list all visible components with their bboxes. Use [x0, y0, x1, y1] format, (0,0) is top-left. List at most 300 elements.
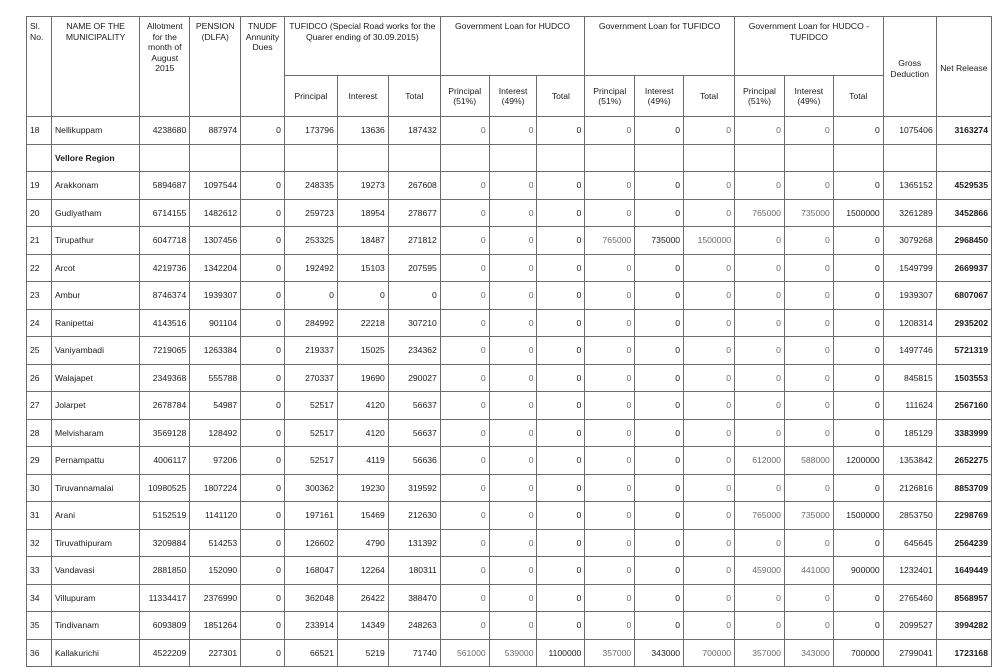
tufidco-total-cell: 0: [388, 282, 440, 310]
loan-principal-cell: 0: [585, 584, 635, 612]
loan-interest-cell: [635, 144, 684, 172]
sl-no-cell: 19: [27, 172, 52, 200]
tufidco-principal-cell: 168047: [284, 557, 337, 585]
tufidco-interest-cell: 14349: [337, 612, 388, 640]
ht-interest-cell: [784, 144, 833, 172]
gross-deduction-cell: 1939307: [883, 282, 936, 310]
municipality-name-cell: Arani: [51, 502, 139, 530]
header-gross-deduction: Gross Deduction: [883, 17, 936, 117]
municipality-name-cell: Villupuram: [51, 584, 139, 612]
hudco-total-cell: 0: [537, 227, 585, 255]
pension-cell: 1939307: [190, 282, 241, 310]
header-loan-interest: Interest (49%): [635, 76, 684, 117]
allotment-cell: 6093809: [140, 612, 190, 640]
hudco-total-cell: 0: [537, 419, 585, 447]
pension-cell: 1807224: [190, 474, 241, 502]
hudco-interest-cell: 0: [489, 419, 537, 447]
sl-no-cell: 35: [27, 612, 52, 640]
loan-principal-cell: 0: [585, 474, 635, 502]
loan-interest-cell: 0: [635, 337, 684, 365]
hudco-principal-cell: 0: [440, 199, 489, 227]
loan-total-cell: 0: [684, 502, 735, 530]
tufidco-total-cell: 207595: [388, 254, 440, 282]
net-release-cell: 2652275: [936, 447, 991, 475]
tufidco-principal-cell: 259723: [284, 199, 337, 227]
table-row: [27, 474, 992, 502]
tufidco-total-cell: 388470: [388, 584, 440, 612]
gross-deduction-cell: 2799041: [883, 639, 936, 667]
municipality-name-cell: Nellikuppam: [51, 117, 139, 145]
header-hudco-interest: Interest (49%): [489, 76, 537, 117]
table-row: [27, 639, 992, 667]
loan-interest-cell: 0: [635, 117, 684, 145]
ht-principal-cell: 0: [735, 529, 785, 557]
hudco-total-cell: 0: [537, 447, 585, 475]
pension-cell: 1263384: [190, 337, 241, 365]
pension-cell: 901104: [190, 309, 241, 337]
tufidco-interest-cell: 0: [337, 282, 388, 310]
hudco-interest-cell: 0: [489, 117, 537, 145]
pension-cell: 1097544: [190, 172, 241, 200]
loan-interest-cell: 0: [635, 557, 684, 585]
gross-deduction-cell: 185129: [883, 419, 936, 447]
table-body: [27, 117, 992, 667]
tufidco-interest-cell: 22218: [337, 309, 388, 337]
gross-deduction-cell: 645645: [883, 529, 936, 557]
hudco-interest-cell: 0: [489, 392, 537, 420]
municipality-name-cell: Jolarpet: [51, 392, 139, 420]
municipality-name-cell: Tindivanam: [51, 612, 139, 640]
hudco-total-cell: 0: [537, 612, 585, 640]
hudco-total-cell: 0: [537, 337, 585, 365]
loan-total-cell: 0: [684, 172, 735, 200]
ht-principal-cell: 0: [735, 419, 785, 447]
gross-deduction-cell: [883, 144, 936, 172]
release-table: [26, 16, 992, 667]
ht-principal-cell: 357000: [735, 639, 785, 667]
loan-interest-cell: 0: [635, 502, 684, 530]
hudco-interest-cell: 0: [489, 529, 537, 557]
tufidco-total-cell: 307210: [388, 309, 440, 337]
loan-principal-cell: 0: [585, 337, 635, 365]
ht-principal-cell: 0: [735, 227, 785, 255]
ht-total-cell: 0: [833, 474, 883, 502]
tufidco-interest-cell: 18487: [337, 227, 388, 255]
ht-principal-cell: 0: [735, 282, 785, 310]
pension-cell: 1141120: [190, 502, 241, 530]
tufidco-interest-cell: 26422: [337, 584, 388, 612]
header-loan-total: Total: [684, 76, 735, 117]
net-release-cell: 5721319: [936, 337, 991, 365]
ht-total-cell: 0: [833, 364, 883, 392]
sl-no-cell: 27: [27, 392, 52, 420]
tufidco-principal-cell: 52517: [284, 447, 337, 475]
municipality-name-cell: Vandavasi: [51, 557, 139, 585]
net-release-cell: 3452866: [936, 199, 991, 227]
pension-cell: 1307456: [190, 227, 241, 255]
ht-interest-cell: 588000: [784, 447, 833, 475]
loan-total-cell: 0: [684, 309, 735, 337]
net-release-cell: 3994282: [936, 612, 991, 640]
loan-principal-cell: 0: [585, 172, 635, 200]
ht-interest-cell: 0: [784, 172, 833, 200]
ht-principal-cell: 612000: [735, 447, 785, 475]
tufidco-interest-cell: 4120: [337, 392, 388, 420]
allotment-cell: 2678784: [140, 392, 190, 420]
municipality-name-cell: Arcot: [51, 254, 139, 282]
municipality-name-cell: Pernampattu: [51, 447, 139, 475]
net-release-cell: 8568957: [936, 584, 991, 612]
pension-cell: 555788: [190, 364, 241, 392]
tufidco-principal-cell: 270337: [284, 364, 337, 392]
ht-total-cell: 0: [833, 337, 883, 365]
sl-no-cell: 18: [27, 117, 52, 145]
ht-total-cell: 700000: [833, 639, 883, 667]
ht-total-cell: 0: [833, 227, 883, 255]
tnudf-cell: 0: [241, 199, 285, 227]
header-net-release: Net Release: [936, 17, 991, 117]
hudco-interest-cell: 0: [489, 309, 537, 337]
loan-interest-cell: 0: [635, 612, 684, 640]
loan-principal-cell: 0: [585, 199, 635, 227]
hudco-interest-cell: 0: [489, 172, 537, 200]
ht-interest-cell: 0: [784, 474, 833, 502]
gross-deduction-cell: 1497746: [883, 337, 936, 365]
municipality-name-cell: Ambur: [51, 282, 139, 310]
loan-total-cell: 0: [684, 117, 735, 145]
tufidco-total-cell: 234362: [388, 337, 440, 365]
net-release-cell: 2669937: [936, 254, 991, 282]
tufidco-total-cell: 180311: [388, 557, 440, 585]
loan-interest-cell: 0: [635, 282, 684, 310]
hudco-interest-cell: 0: [489, 502, 537, 530]
hudco-interest-cell: 0: [489, 199, 537, 227]
ht-interest-cell: 0: [784, 364, 833, 392]
header-tnudf: TNUDF Annunity Dues: [241, 17, 285, 117]
loan-interest-cell: 0: [635, 584, 684, 612]
ht-principal-cell: 0: [735, 392, 785, 420]
net-release-cell: 4529535: [936, 172, 991, 200]
header-hudco-tufidco-group: Government Loan for HUDCO - TUFIDCO: [735, 17, 884, 76]
hudco-interest-cell: 0: [489, 337, 537, 365]
net-release-cell: 3163274: [936, 117, 991, 145]
tufidco-interest-cell: [337, 144, 388, 172]
net-release-cell: 1723168: [936, 639, 991, 667]
hudco-principal-cell: 0: [440, 364, 489, 392]
ht-principal-cell: 0: [735, 117, 785, 145]
allotment-cell: [140, 144, 190, 172]
table-row: [27, 172, 992, 200]
hudco-principal-cell: 0: [440, 474, 489, 502]
tufidco-principal-cell: 233914: [284, 612, 337, 640]
sl-no-cell: 23: [27, 282, 52, 310]
tnudf-cell: 0: [241, 419, 285, 447]
gross-deduction-cell: 2853750: [883, 502, 936, 530]
region-name-cell: Vellore Region: [51, 144, 139, 172]
tufidco-total-cell: 319592: [388, 474, 440, 502]
hudco-principal-cell: 0: [440, 227, 489, 255]
header-tufidco-group: TUFIDCO (Special Road works for the Quarer ending of 30.09.2015): [284, 17, 440, 76]
loan-principal-cell: 0: [585, 419, 635, 447]
loan-total-cell: 0: [684, 474, 735, 502]
tnudf-cell: 0: [241, 282, 285, 310]
hudco-principal-cell: 0: [440, 502, 489, 530]
allotment-cell: 10980525: [140, 474, 190, 502]
loan-total-cell: 0: [684, 364, 735, 392]
loan-interest-cell: 0: [635, 254, 684, 282]
tufidco-total-cell: 267608: [388, 172, 440, 200]
ht-interest-cell: 735000: [784, 199, 833, 227]
municipality-name-cell: Ranipettai: [51, 309, 139, 337]
allotment-cell: 4006117: [140, 447, 190, 475]
hudco-principal-cell: 0: [440, 392, 489, 420]
gross-deduction-cell: 3261289: [883, 199, 936, 227]
header-tufidco-loan-group: Government Loan for TUFIDCO: [585, 17, 735, 76]
gross-deduction-cell: 1365152: [883, 172, 936, 200]
loan-principal-cell: 0: [585, 502, 635, 530]
tnudf-cell: 0: [241, 447, 285, 475]
header-tufidco-total: Total: [388, 76, 440, 117]
loan-interest-cell: 0: [635, 199, 684, 227]
tufidco-interest-cell: 4120: [337, 419, 388, 447]
tufidco-principal-cell: 52517: [284, 392, 337, 420]
gross-deduction-cell: 1075406: [883, 117, 936, 145]
gross-deduction-cell: 1232401: [883, 557, 936, 585]
hudco-total-cell: [537, 144, 585, 172]
header-allotment: Allotment for the month of August 2015: [140, 17, 190, 117]
tufidco-principal-cell: 66521: [284, 639, 337, 667]
header-hudco-principal: Principal (51%): [440, 76, 489, 117]
sl-no-cell: 21: [27, 227, 52, 255]
loan-total-cell: 0: [684, 392, 735, 420]
tufidco-total-cell: 131392: [388, 529, 440, 557]
ht-principal-cell: 765000: [735, 502, 785, 530]
loan-principal-cell: 0: [585, 612, 635, 640]
tnudf-cell: 0: [241, 612, 285, 640]
municipality-name-cell: Walajapet: [51, 364, 139, 392]
ht-principal-cell: 459000: [735, 557, 785, 585]
municipality-name-cell: Melvisharam: [51, 419, 139, 447]
ht-total-cell: 0: [833, 392, 883, 420]
allotment-cell: 8746374: [140, 282, 190, 310]
pension-cell: 97206: [190, 447, 241, 475]
ht-interest-cell: 0: [784, 612, 833, 640]
ht-principal-cell: 0: [735, 364, 785, 392]
allotment-cell: 3209884: [140, 529, 190, 557]
loan-interest-cell: 0: [635, 447, 684, 475]
gross-deduction-cell: 1549799: [883, 254, 936, 282]
loan-principal-cell: 0: [585, 309, 635, 337]
tufidco-total-cell: 56636: [388, 447, 440, 475]
hudco-interest-cell: 0: [489, 612, 537, 640]
table-row: [27, 557, 992, 585]
hudco-interest-cell: 0: [489, 474, 537, 502]
gross-deduction-cell: 2126816: [883, 474, 936, 502]
table-row: [27, 254, 992, 282]
gross-deduction-cell: 3079268: [883, 227, 936, 255]
loan-principal-cell: 0: [585, 529, 635, 557]
sl-no-cell: [27, 144, 52, 172]
sl-no-cell: 31: [27, 502, 52, 530]
allotment-cell: 3569128: [140, 419, 190, 447]
loan-principal-cell: 357000: [585, 639, 635, 667]
municipality-name-cell: Gudiyatham: [51, 199, 139, 227]
ht-total-cell: 1500000: [833, 502, 883, 530]
loan-total-cell: 0: [684, 529, 735, 557]
municipality-name-cell: Tiruvathipuram: [51, 529, 139, 557]
ht-total-cell: 0: [833, 584, 883, 612]
sl-no-cell: 33: [27, 557, 52, 585]
net-release-cell: 8853709: [936, 474, 991, 502]
tufidco-total-cell: 290027: [388, 364, 440, 392]
loan-principal-cell: 0: [585, 392, 635, 420]
tnudf-cell: 0: [241, 309, 285, 337]
hudco-interest-cell: [489, 144, 537, 172]
loan-principal-cell: 0: [585, 117, 635, 145]
hudco-total-cell: 0: [537, 557, 585, 585]
header-loan-principal: Principal (51%): [585, 76, 635, 117]
tufidco-principal-cell: 173796: [284, 117, 337, 145]
loan-total-cell: 0: [684, 282, 735, 310]
loan-total-cell: 1500000: [684, 227, 735, 255]
sl-no-cell: 20: [27, 199, 52, 227]
hudco-total-cell: 0: [537, 364, 585, 392]
header-tufidco-interest: Interest: [337, 76, 388, 117]
hudco-total-cell: 0: [537, 474, 585, 502]
sl-no-cell: 36: [27, 639, 52, 667]
pension-cell: 1482612: [190, 199, 241, 227]
net-release-cell: 3383999: [936, 419, 991, 447]
gross-deduction-cell: 2765460: [883, 584, 936, 612]
sl-no-cell: 34: [27, 584, 52, 612]
ht-interest-cell: 0: [784, 584, 833, 612]
loan-interest-cell: 0: [635, 474, 684, 502]
hudco-principal-cell: 0: [440, 254, 489, 282]
tufidco-interest-cell: 15025: [337, 337, 388, 365]
pension-cell: 1342204: [190, 254, 241, 282]
loan-principal-cell: 0: [585, 282, 635, 310]
table-row: [27, 612, 992, 640]
loan-total-cell: 0: [684, 557, 735, 585]
municipality-name-cell: Arakkonam: [51, 172, 139, 200]
allotment-cell: 5894687: [140, 172, 190, 200]
pension-cell: 514253: [190, 529, 241, 557]
loan-interest-cell: 735000: [635, 227, 684, 255]
table-row: [27, 529, 992, 557]
tufidco-total-cell: [388, 144, 440, 172]
ht-interest-cell: 0: [784, 419, 833, 447]
loan-total-cell: 0: [684, 584, 735, 612]
hudco-interest-cell: 539000: [489, 639, 537, 667]
allotment-cell: 4238680: [140, 117, 190, 145]
ht-total-cell: 0: [833, 309, 883, 337]
allotment-cell: 4522209: [140, 639, 190, 667]
municipality-name-cell: Tiruvannamalai: [51, 474, 139, 502]
tnudf-cell: 0: [241, 364, 285, 392]
header-ht-interest: Interest (49%): [784, 76, 833, 117]
gross-deduction-cell: 111624: [883, 392, 936, 420]
ht-total-cell: 0: [833, 529, 883, 557]
tnudf-cell: 0: [241, 392, 285, 420]
tnudf-cell: 0: [241, 584, 285, 612]
allotment-cell: 6714155: [140, 199, 190, 227]
allotment-cell: 5152519: [140, 502, 190, 530]
header-ht-principal: Principal (51%): [735, 76, 785, 117]
tufidco-principal-cell: 52517: [284, 419, 337, 447]
hudco-interest-cell: 0: [489, 282, 537, 310]
tufidco-interest-cell: 12264: [337, 557, 388, 585]
hudco-total-cell: 0: [537, 392, 585, 420]
hudco-principal-cell: 0: [440, 557, 489, 585]
tufidco-total-cell: 248263: [388, 612, 440, 640]
gross-deduction-cell: 845815: [883, 364, 936, 392]
header-ht-total: Total: [833, 76, 883, 117]
loan-principal-cell: [585, 144, 635, 172]
municipality-name-cell: Tirupathur: [51, 227, 139, 255]
net-release-cell: 1503553: [936, 364, 991, 392]
ht-principal-cell: 0: [735, 612, 785, 640]
sl-no-cell: 29: [27, 447, 52, 475]
hudco-total-cell: 0: [537, 282, 585, 310]
table-header: [27, 17, 992, 117]
allotment-cell: 11334417: [140, 584, 190, 612]
hudco-principal-cell: 0: [440, 447, 489, 475]
hudco-principal-cell: 0: [440, 282, 489, 310]
net-release-cell: 2968450: [936, 227, 991, 255]
tufidco-total-cell: 271812: [388, 227, 440, 255]
table-row: [27, 502, 992, 530]
ht-total-cell: 0: [833, 117, 883, 145]
tnudf-cell: 0: [241, 639, 285, 667]
header-sl-no: Sl. No.: [27, 17, 52, 117]
tufidco-interest-cell: 19690: [337, 364, 388, 392]
tufidco-total-cell: 56637: [388, 419, 440, 447]
hudco-total-cell: 0: [537, 529, 585, 557]
tufidco-principal-cell: 253325: [284, 227, 337, 255]
hudco-principal-cell: 0: [440, 529, 489, 557]
table-row: [27, 419, 992, 447]
tufidco-principal-cell: 197161: [284, 502, 337, 530]
loan-total-cell: 700000: [684, 639, 735, 667]
net-release-cell: 2298769: [936, 502, 991, 530]
loan-principal-cell: 0: [585, 557, 635, 585]
loan-interest-cell: 343000: [635, 639, 684, 667]
tufidco-interest-cell: 15103: [337, 254, 388, 282]
ht-interest-cell: 735000: [784, 502, 833, 530]
header-hudco-group: Government Loan for HUDCO: [440, 17, 585, 76]
tnudf-cell: 0: [241, 254, 285, 282]
tnudf-cell: 0: [241, 172, 285, 200]
pension-cell: 1851264: [190, 612, 241, 640]
ht-interest-cell: 0: [784, 337, 833, 365]
tnudf-cell: 0: [241, 502, 285, 530]
loan-total-cell: [684, 144, 735, 172]
ht-interest-cell: 441000: [784, 557, 833, 585]
table-row: [27, 309, 992, 337]
loan-principal-cell: 0: [585, 254, 635, 282]
sl-no-cell: 22: [27, 254, 52, 282]
hudco-total-cell: 1100000: [537, 639, 585, 667]
hudco-principal-cell: 0: [440, 337, 489, 365]
ht-interest-cell: 343000: [784, 639, 833, 667]
ht-principal-cell: 0: [735, 172, 785, 200]
loan-total-cell: 0: [684, 199, 735, 227]
loan-total-cell: 0: [684, 612, 735, 640]
hudco-principal-cell: 0: [440, 309, 489, 337]
tufidco-total-cell: 56637: [388, 392, 440, 420]
ht-total-cell: 1200000: [833, 447, 883, 475]
hudco-total-cell: 0: [537, 117, 585, 145]
